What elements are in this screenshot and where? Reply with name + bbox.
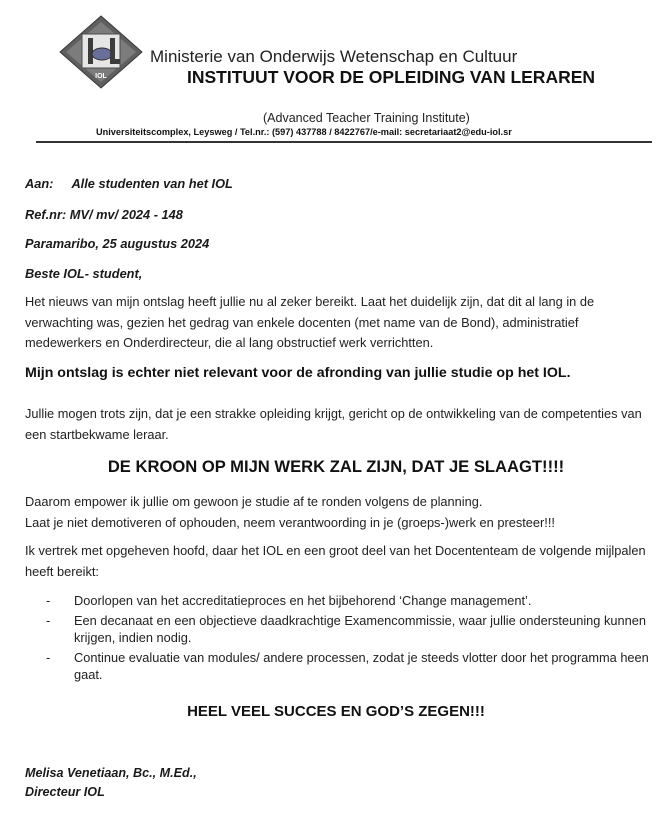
logo-lettering: IOL [95,73,107,80]
recipient-label: Aan: [25,176,54,191]
dash-bullet: - [46,612,51,628]
recipient-line [25,176,233,191]
headline-kroon: DE KROON OP MIJN WERK ZAL ZIJN, DAT JE SLAAGT!!!! [107,457,565,476]
paragraph-milestones-intro: Ik vertrek met opgeheven hoofd, daar het IOL en een groot deel van het Docententeam de volgende mijlpalen heeft bereikt: [25,543,646,579]
header-divider [36,141,652,143]
paragraph-empower [25,492,647,533]
paragraph-pride: Jullie mogen trots zijn, dat je een strakke opleiding krijgt, gericht op de ontwikkeling van de competenties van een startbekwame leraar. [25,406,642,442]
recipient-value: Alle studenten van het IOL [71,176,233,191]
place-date: Paramaribo, 25 augustus 2024 [25,236,210,251]
closing-headline: HEEL VEEL SUCCES EN GOD’S ZEGEN!!! [187,703,485,720]
list-item-text: Continue evaluatie van modules/ andere processen, zodat je steeds vlotter door het programma heen gaat. [74,649,649,682]
signature-title: Directeur IOL [25,785,105,799]
institute-name: INSTITUUT VOOR DE OPLEIDING VAN LERAREN [187,67,596,87]
salutation: Beste IOL- student, [25,266,143,281]
list-item [46,612,656,647]
list-item-text: Doorlopen van het accreditatieproces en het bijbehorend ‘Change management’. [74,593,532,608]
paragraph-dismissal: Het nieuws van mijn ontslag heeft jullie nu al zeker bereikt. Laat het duidelijk zijn, dat dit al lang in de verwachting was, gezien het gedrag van enkele docenten (met name van de Bond), administratief medewerkers en Onderdirecteur, die al lang obstructief werk verrichtten. [25,294,595,350]
signature-name: Melisa Venetiaan, Bc., M.Ed., [25,766,197,780]
reference-number: Ref.nr: MV/ mv/ 2024 - 148 [25,207,183,222]
empower-line-2: Laat je niet demotiveren of ophouden, neem verantwoording in je (groeps-)werk en presteer!!! [25,514,555,530]
dash-bullet: - [46,649,51,665]
list-item-text: Een decanaat en een objectieve daadkrachtige Examencommissie, waar jullie ondersteuning kunnen krijgen, indien nodig. [74,612,646,645]
empower-line-1: Daarom empower ik jullie om gewoon je studie af te ronden volgens de planning. [25,494,483,509]
list-item [46,592,656,610]
contact-line: Universiteitscomplex, Leysweg / Tel.nr.: (597) 437788 / 8422767/e-mail: secretariaat2@edu-iol.sr [96,127,512,137]
ministry-name: Ministerie van Onderwijs Wetenschap en Cultuur [150,47,518,66]
milestones-list [46,592,656,686]
list-item [46,649,656,684]
bold-statement: Mijn ontslag is echter niet relevant voor de afronding van jullie studie op het IOL. [25,365,571,381]
iol-logo [58,14,144,90]
institute-subtitle: (Advanced Teacher Training Institute) [263,111,470,125]
dash-bullet: - [46,593,51,608]
